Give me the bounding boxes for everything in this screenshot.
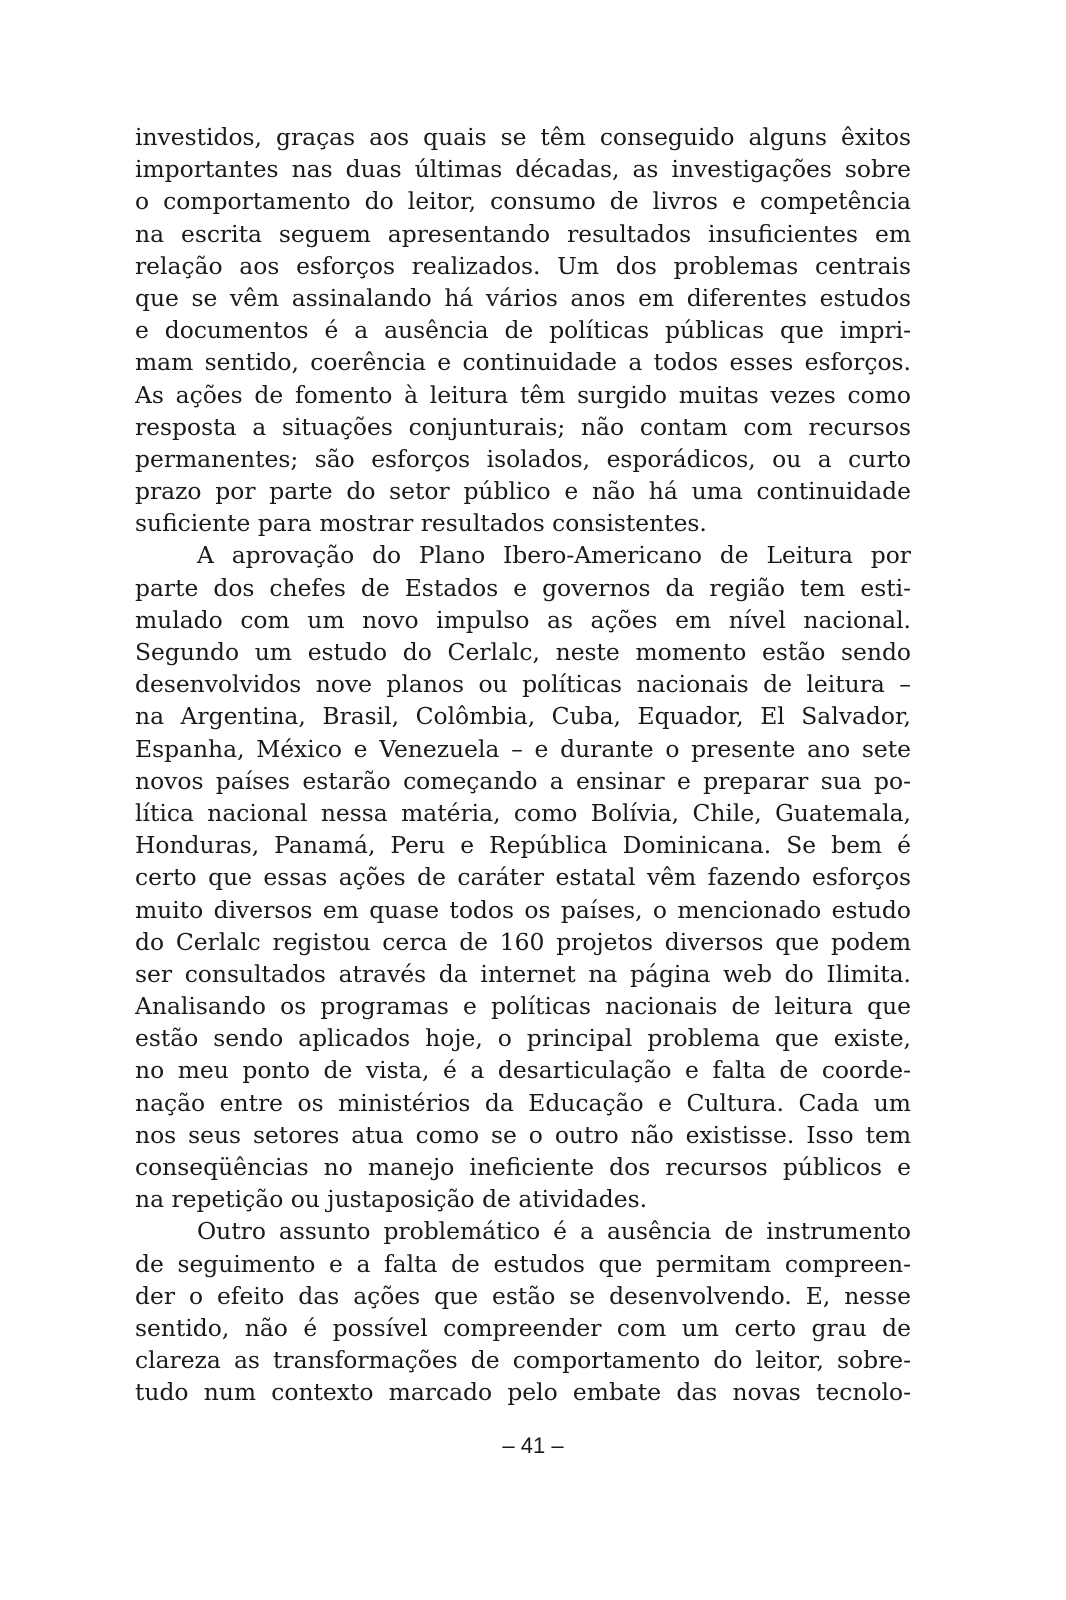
text-line: suficiente para mostrar resultados consistentes. bbox=[135, 509, 707, 538]
text-line: As ações de fomento à leitura têm surgido muitas vezes como bbox=[135, 380, 911, 409]
text-line: nação entre os ministérios da Educação e Cultura. Cada um bbox=[135, 1088, 911, 1117]
text-line: nos seus setores atua como se o outro não existisse. Isso tem bbox=[135, 1120, 911, 1149]
text-line: Segundo um estudo do Cerlalc, neste momento estão sendo bbox=[135, 638, 911, 666]
text-line: conseqüências no manejo ineficiente dos recursos públicos e bbox=[135, 1153, 911, 1181]
text-line: sentido, não é possível compreender com um certo grau de bbox=[135, 1313, 911, 1342]
text-line: importantes nas duas últimas décadas, as investigações sobre bbox=[135, 155, 911, 184]
text-line: mam sentido, coerência e continuidade a todos esses esforços. bbox=[135, 348, 911, 377]
text-line: desenvolvidos nove planos ou políticas nacionais de leitura – bbox=[135, 670, 911, 699]
text-line: de seguimento e a falta de estudos que permitam compreen- bbox=[135, 1249, 911, 1278]
text-line: Espanha, México e Venezuela – e durante o presente ano sete bbox=[135, 734, 911, 763]
text-line: clareza as transformações de comportamento do leitor, sobre- bbox=[135, 1346, 911, 1375]
text-line: investidos, graças aos quais se têm conseguido alguns êxitos bbox=[135, 123, 911, 151]
text-line: Outro assunto problemático é a ausência de instrumento bbox=[197, 1217, 911, 1246]
text-line: permanentes; são esforços isolados, esporádicos, ou a curto bbox=[135, 444, 911, 473]
text-line: prazo por parte do setor público e não há uma continuidade bbox=[135, 477, 911, 506]
text-line: do Cerlalc registou cerca de 160 projetos diversos que podem bbox=[135, 927, 911, 956]
text-line: der o efeito das ações que estão se desenvolvendo. E, nesse bbox=[135, 1281, 911, 1310]
text-line: na escrita seguem apresentando resultados insuficientes em bbox=[135, 219, 911, 248]
text-line: que se vêm assinalando há vários anos em diferentes estudos bbox=[135, 283, 911, 312]
text-line: relação aos esforços realizados. Um dos problemas centrais bbox=[135, 251, 911, 280]
text-line: e documentos é a ausência de políticas públicas que impri- bbox=[135, 316, 911, 345]
text-line: Analisando os programas e políticas nacionais de leitura que bbox=[135, 992, 911, 1021]
text-line: estão sendo aplicados hoje, o principal problema que existe, bbox=[135, 1024, 911, 1053]
text-line: na Argentina, Brasil, Colômbia, Cuba, Equador, El Salvador, bbox=[135, 702, 911, 731]
text-line: A aprovação do Plano Ibero-Americano de Leitura por bbox=[197, 541, 911, 570]
text-line: no meu ponto de vista, é a desarticulação e falta de coorde- bbox=[135, 1056, 911, 1085]
text-line: na repetição ou justaposição de atividades. bbox=[135, 1185, 648, 1214]
text-line: tudo num contexto marcado pelo embate das novas tecnolo- bbox=[135, 1378, 911, 1407]
text-line: resposta a situações conjunturais; não contam com recursos bbox=[135, 412, 911, 441]
text-line: ser consultados através da internet na página web do Ilimita. bbox=[135, 959, 911, 988]
text-line: muito diversos em quase todos os países, o mencionado estudo bbox=[135, 895, 911, 924]
page-number: – 41 – bbox=[502, 1433, 564, 1458]
text-line: parte dos chefes de Estados e governos da região tem esti- bbox=[135, 573, 911, 602]
text-line: novos países estarão começando a ensinar e preparar sua po- bbox=[135, 766, 911, 795]
text-line: lítica nacional nessa matéria, como Bolívia, Chile, Guatemala, bbox=[135, 798, 911, 827]
text-line: certo que essas ações de caráter estatal vêm fazendo esforços bbox=[135, 863, 911, 892]
text-line: mulado com um novo impulso as ações em nível nacional. bbox=[135, 605, 911, 634]
text-line: o comportamento do leitor, consumo de livros e competência bbox=[135, 187, 911, 216]
body-text bbox=[135, 121, 911, 1409]
text-line: Honduras, Panamá, Peru e República Dominicana. Se bem é bbox=[135, 831, 911, 860]
